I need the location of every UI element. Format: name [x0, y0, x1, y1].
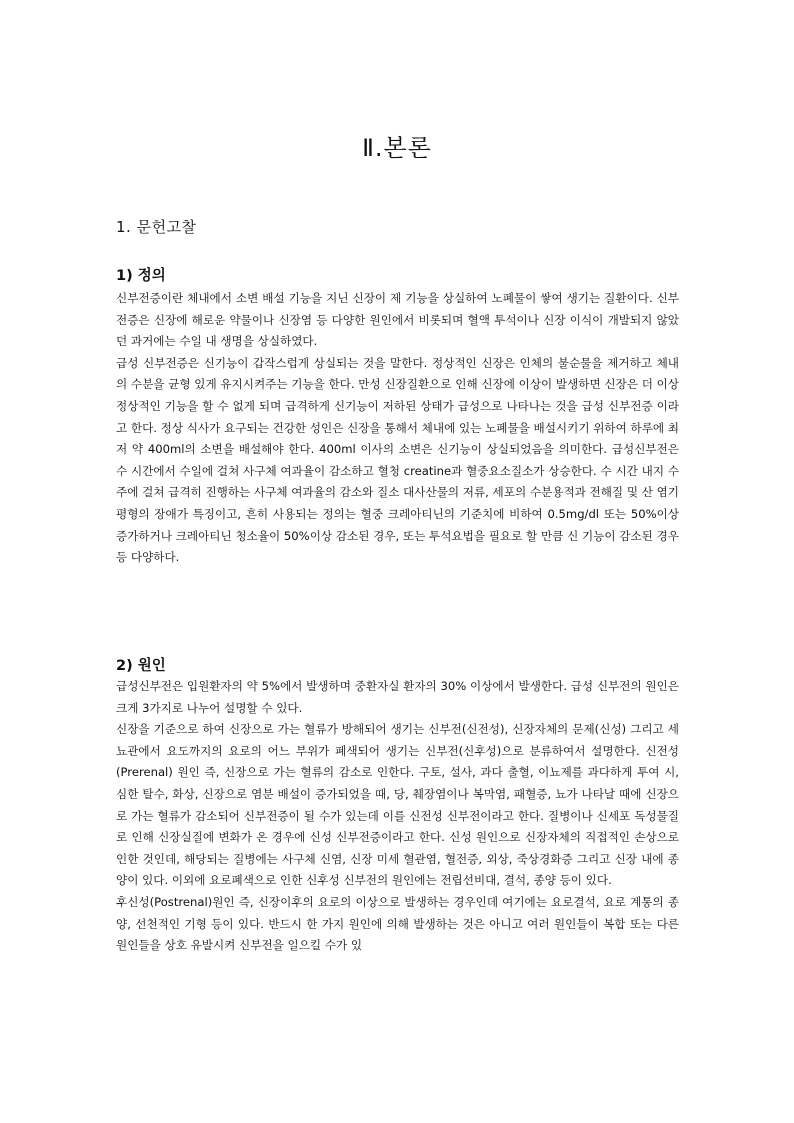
section-heading-literature-review: 1. 문헌고찰 [116, 218, 197, 236]
cause-body [116, 676, 679, 957]
paragraph: 후신성(Postrenal)원인 즉, 신장이후의 요로의 이상으로 발생하는 경우인데 여기에는 요로결석, 요로 계통의 종양, 선천적인 기형 등이 있다. 반드시 한 가지 원인에 의해 발생하는 것은 아니고 여러 원인들이 복합 또는 다른 원인들을 상호 유발시켜 신부전을 일으킬 수가 있 [116, 894, 679, 953]
paragraph: 신부전증이란 체내에서 소변 배설 기능을 지닌 신장이 제 기능을 상실하여 노폐물이 쌓여 생기는 질환이다. 신부전증은 신장에 해로운 약물이나 신장염 등 다양한 원인에서 비롯되며 혈액 투석이나 신장 이식이 개발되지 않았던 과거에는 수일 내 생명을 상실하였다. [116, 291, 679, 349]
paragraph: 급성 신부전증은 신기능이 갑작스럽게 상실되는 것을 말한다. 정상적인 신장은 인체의 불순물을 제거하고 체내의 수분을 균형 있게 유지시켜주는 기능을 한다. 만성 신장질환으로 인해 신장에 이상이 발생하면 신장은 더 이상 정상적인 기능을 할 수 없게 되며 급격하게 신기능이 저하된 상태가 급성으로 나타나는 것을 급성 신부전증 이라고 한다. 정상 식사가 요구되는 건강한 성인은 신장을 통해서 체내에 있는 노폐물을 배설시키기 위하여 하루에 최저 약 400ml의 소변을 배설해야 한다. 400ml 이사의 소변은 신기능이 상실되었음을 의미한다. 급성신부전은 수 시간에서 수일에 걸쳐 사구체 여과율이 감소하고 혈청 creatine과 혈중요소질소가 상승한다. 수 시간 내지 수주에 걸쳐 급격히 진행하는 사구체 여과율의 감소와 질소 대사산물의 저류, 세포의 수분용적과 전해질 및 산 염기 평형의 장애가 특징이고, 흔히 사용되는 정의는 혈중 크레아티닌의 기준치에 비하여 0.5mg/dl 또는 50%이상 증가하거나 크레아티닌 청소율이 50%이상 감소된 경우, 또는 투석요법을 필요로 할 만큼 신 기능이 감소된 경우 등 다양하다. [116, 355, 679, 565]
paragraph: 급성신부전은 입원환자의 약 5%에서 발생하며 중환자실 환자의 30% 이상에서 발생한다. 급성 신부전의 원인은 크게 3가지로 나누어 설명할 수 있다. [116, 679, 679, 715]
subsection-heading-definition: 1) 정의 [116, 268, 166, 284]
paragraph: 신장을 기준으로 하여 신장으로 가는 혈류가 방해되어 생기는 신부전(신전성), 신장자체의 문제(신성) 그리고 세뇨관에서 요도까지의 요로의 어느 부위가 폐색되어 생기는 신부전(신후성)으로 분류하여서 설명한다. 신전성(Prerenal) 원인 즉, 신장으로 가는 혈류의 감소로 인한다. 구토, 설사, 과다 출혈, 이뇨제를 과다하게 투여 시, 심한 탈수, 화상, 신장으로 염분 배설이 증가되었을 때, 당, 췌장염이나 복막염, 패혈증, 뇨가 나타날 때에 신장으로 가는 혈류가 감소되어 신부전증이 될 수가 있는데 이를 신전성 신부전이라고 한다. 질병이나 신세포 독성물질로 인해 신장실질에 변화가 온 경우에 신성 신부전증이라고 한다. 신성 원인으로 신장자체의 직접적인 손상으로 인한 것인데, 해당되는 질병에는 사구체 신염, 신장 미세 혈관염, 혈전증, 외상, 죽상경화증 그리고 신장 내에 종양이 있다. 이외에 요로폐색으로 인한 신후성 신부전의 원인에는 전립선비대, 결석, 종양 등이 있다. [116, 722, 679, 888]
document-title: Ⅱ.본론 [362, 134, 432, 162]
definition-body [116, 288, 679, 569]
subsection-heading-cause: 2) 원인 [116, 658, 166, 674]
